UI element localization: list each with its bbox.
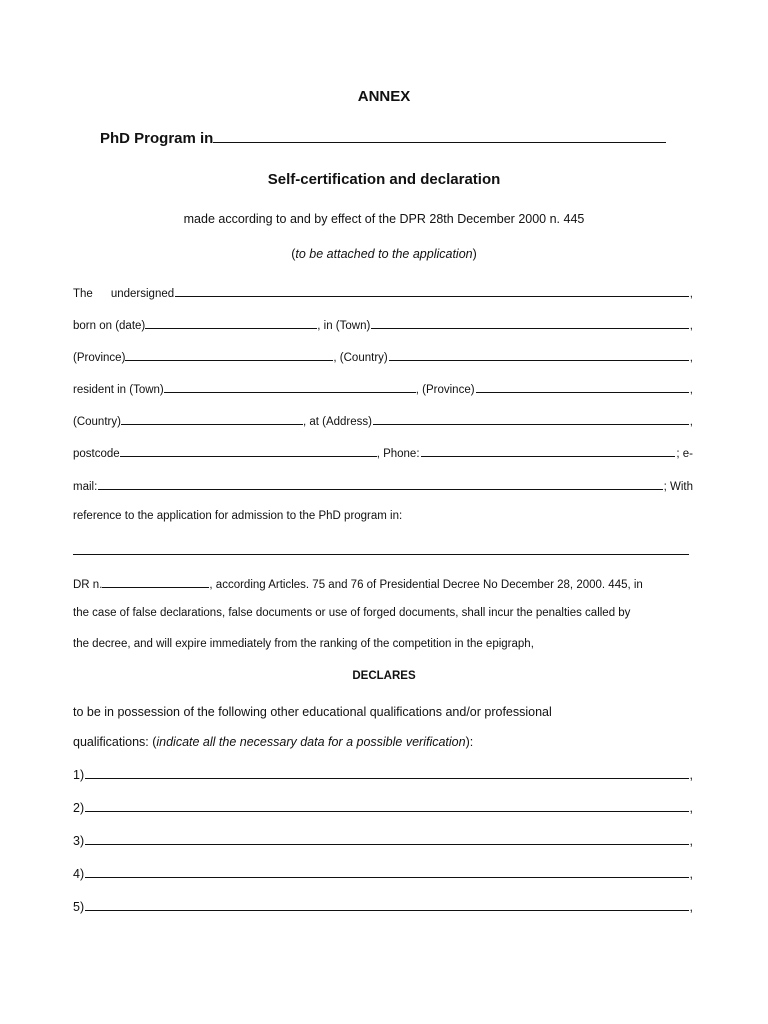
qualification-row: 1) , bbox=[73, 768, 693, 782]
document-title: Self-certification and declaration bbox=[267, 171, 501, 188]
resident-province-field[interactable] bbox=[476, 381, 689, 393]
phd-program-field[interactable] bbox=[213, 129, 666, 143]
qualification-field[interactable] bbox=[85, 767, 688, 779]
undersigned-row: The undersigned , bbox=[73, 285, 693, 300]
qualification-number: 2) bbox=[73, 801, 85, 815]
qualification-number: 3) bbox=[73, 834, 85, 848]
phd-program-label: PhD Program in bbox=[100, 130, 214, 147]
annex-heading: ANNEX bbox=[357, 88, 411, 105]
qualification-field[interactable] bbox=[85, 833, 688, 845]
qualification-number: 1) bbox=[73, 768, 85, 782]
phd-program-reference-field[interactable] bbox=[73, 544, 689, 555]
address-field[interactable] bbox=[373, 413, 689, 425]
phd-program-line bbox=[100, 129, 666, 147]
qualification-number: 4) bbox=[73, 867, 85, 881]
decree-text: the decree, and will expire immediately from the ranking of the competition in the epigraph, bbox=[73, 638, 534, 650]
attach-note: (to be attached to the application) bbox=[291, 247, 477, 261]
attach-note-text: to be attached to the application bbox=[295, 247, 473, 261]
false-declarations-text: the case of false declarations, false documents or use of forged documents, shall incur the penalties called by bbox=[73, 607, 631, 619]
birth-town-field[interactable] bbox=[371, 317, 689, 329]
qualification-number: 5) bbox=[73, 900, 85, 914]
postcode-row: postcode , Phone: ; e- bbox=[73, 445, 693, 460]
declares-line-1: to be in possession of the following other educational qualifications and/or professional bbox=[73, 705, 552, 719]
birth-date-field[interactable] bbox=[145, 317, 317, 329]
qualification-row: 5) , bbox=[73, 900, 693, 914]
undersigned-field[interactable] bbox=[175, 285, 689, 297]
province-country-row: (Province) , (Country) , bbox=[73, 349, 693, 364]
dr-row: DR n. , according Articles. 75 and 76 of Presidential Decree No December 28, 2000. 445, in bbox=[73, 576, 693, 591]
qualification-row: 4) , bbox=[73, 867, 693, 881]
qualification-field[interactable] bbox=[85, 800, 688, 812]
resident-row: resident in (Town) , (Province) , bbox=[73, 381, 693, 396]
phone-field[interactable] bbox=[421, 445, 676, 457]
postcode-field[interactable] bbox=[120, 445, 377, 457]
resident-country-field[interactable] bbox=[121, 413, 303, 425]
declares-heading: DECLARES bbox=[352, 670, 416, 682]
qualification-row: 3) , bbox=[73, 834, 693, 848]
address-row: (Country) , at (Address) , bbox=[73, 413, 693, 428]
qualification-field[interactable] bbox=[85, 899, 688, 911]
resident-town-field[interactable] bbox=[164, 381, 416, 393]
email-row: mail: ; With bbox=[73, 478, 693, 493]
birth-province-field[interactable] bbox=[125, 349, 333, 361]
document-subtitle: made according to and by effect of the DPR 28th December 2000 n. 445 bbox=[183, 212, 585, 226]
email-field[interactable] bbox=[98, 478, 662, 490]
birth-row: born on (date) , in (Town) , bbox=[73, 317, 693, 332]
birth-country-field[interactable] bbox=[389, 349, 689, 361]
dr-number-field[interactable] bbox=[102, 576, 209, 588]
qualification-row: 2) , bbox=[73, 801, 693, 815]
qualification-field[interactable] bbox=[85, 866, 688, 878]
declares-line-2: qualifications: (indicate all the necessary data for a possible verification): bbox=[73, 735, 474, 749]
reference-text: reference to the application for admission to the PhD program in: bbox=[73, 510, 403, 522]
